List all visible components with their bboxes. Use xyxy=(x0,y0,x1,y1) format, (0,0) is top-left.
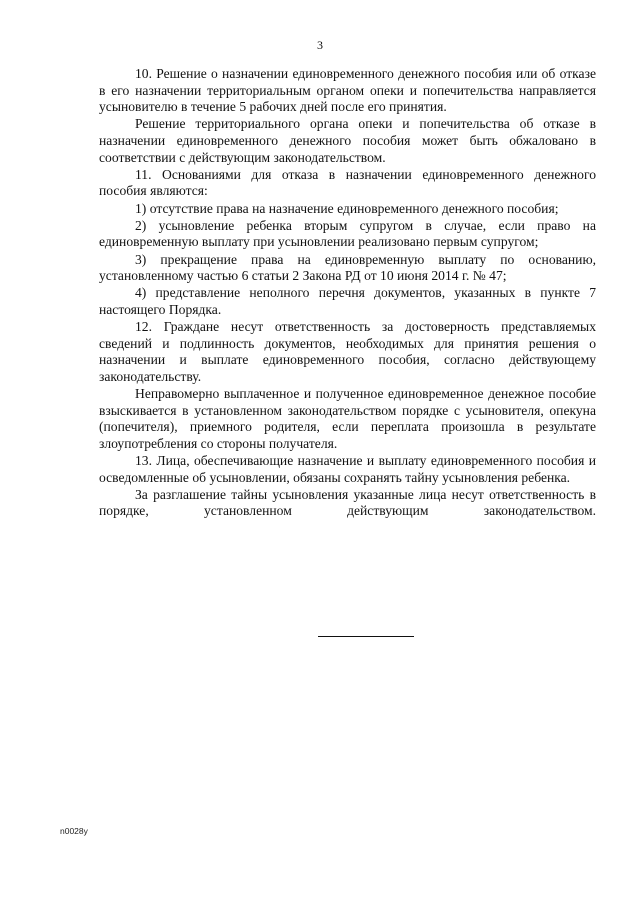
paragraph-10-decision: 10. Решение о назначении единовременного денежного пособия или об отказе в его назначении территориальным органом опеки и попечительства направляется усыновителю в течение 5 рабочих дней после его принятия. xyxy=(99,66,596,115)
page-number: 3 xyxy=(317,38,323,52)
document-body xyxy=(99,66,596,520)
list-item-ground-2: 2) усыновление ребенка вторым супругом в случае, если право на единовременную выплату при усыновлении реализовано первым супругом; xyxy=(99,217,596,250)
paragraph-disclosure-liability: За разглашение тайны усыновления указанные лица несут ответственность в порядке, установленном действующим законодательством. xyxy=(99,486,596,519)
list-item-ground-1: 1) отсутствие права на назначение единовременного денежного пособия; xyxy=(135,200,559,216)
document-code: n0028y xyxy=(60,826,88,836)
paragraph-11-grounds: 11. Основаниями для отказа в назначении единовременного денежного пособия являются: xyxy=(99,166,596,199)
paragraph-12-responsibility: 12. Граждане несут ответственность за достоверность представляемых сведений и подлинность документов, необходимых для принятия решения о назначении и выплате единовременного пособия, согласно действующему законодательству. xyxy=(99,319,596,384)
end-divider-line xyxy=(318,636,414,637)
list-item-ground-3: 3) прекращение права на единовременную выплату по основанию, установленному частью 6 статьи 2 Закона РД от 10 июня 2014 г. № 47; xyxy=(99,251,596,284)
paragraph-appeal: Решение территориального органа опеки и попечительства об отказе в назначении единовременного денежного пособия может быть обжаловано в соответствии с действующим законодательством. xyxy=(99,116,596,165)
list-item-ground-4: 4) представление неполного перечня документов, указанных в пункте 7 настоящего Порядка. xyxy=(99,285,596,317)
paragraph-13-secrecy: 13. Лица, обеспечивающие назначение и выплату единовременного пособия и осведомленные об усыновлении, обязаны сохранять тайну усыновления ребенка. xyxy=(99,453,596,485)
paragraph-overpayment: Неправомерно выплаченное и полученное единовременное денежное пособие взыскивается в установленном законодательством порядке с усыновителя, опекуна (попечителя), приемного родителя, если переплата произошла в результате злоупотребления со стороны получателя. xyxy=(99,386,596,451)
